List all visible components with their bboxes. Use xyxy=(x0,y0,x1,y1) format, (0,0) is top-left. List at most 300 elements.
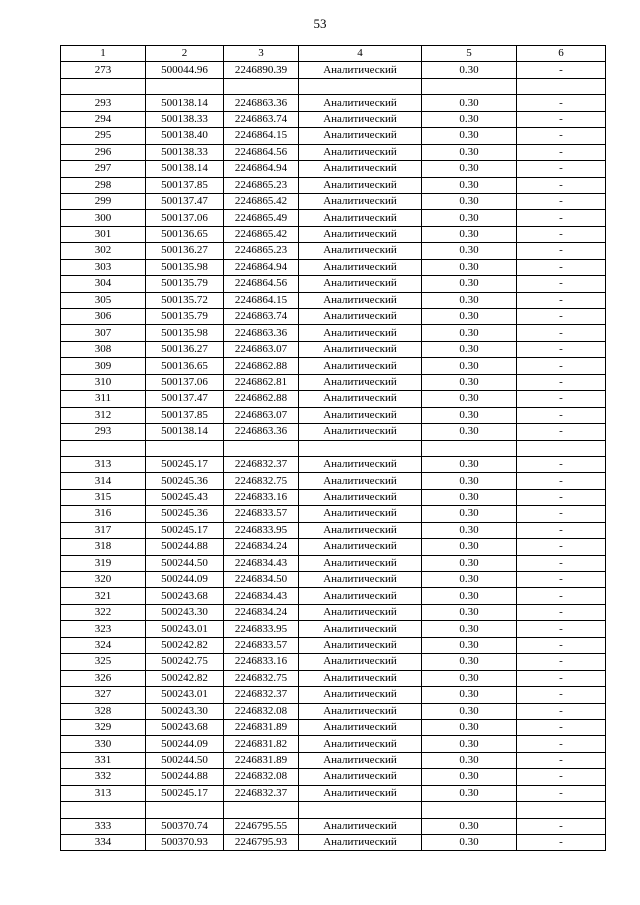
accuracy-cell: 0.30 xyxy=(422,654,517,670)
table-row xyxy=(61,572,606,588)
note-cell: - xyxy=(517,687,606,703)
accuracy-cell: 0.30 xyxy=(422,506,517,522)
note-cell: - xyxy=(517,358,606,374)
table-row xyxy=(61,621,606,637)
accuracy-cell: 0.30 xyxy=(422,522,517,538)
accuracy-cell: 0.30 xyxy=(422,309,517,325)
x-coordinate-cell: 500137.85 xyxy=(146,177,224,193)
y-coordinate-cell: 2246863.36 xyxy=(224,95,299,111)
y-coordinate-cell: 2246832.08 xyxy=(224,769,299,785)
x-coordinate-cell: 500137.06 xyxy=(146,210,224,226)
accuracy-cell: 0.30 xyxy=(422,144,517,160)
accuracy-cell: 0.30 xyxy=(422,128,517,144)
accuracy-cell: 0.30 xyxy=(422,555,517,571)
method-cell xyxy=(299,440,422,456)
note-cell: - xyxy=(517,276,606,292)
page-number: 53 xyxy=(313,16,327,31)
method-cell: Аналитический xyxy=(299,456,422,472)
accuracy-cell: 0.30 xyxy=(422,637,517,653)
note-cell: - xyxy=(517,374,606,390)
note-cell: - xyxy=(517,473,606,489)
table-separator-row xyxy=(61,802,606,818)
point-number-cell: 296 xyxy=(61,144,146,160)
point-number-cell: 273 xyxy=(61,62,146,78)
y-coordinate-cell: 2246832.37 xyxy=(224,687,299,703)
table-row xyxy=(61,506,606,522)
point-number-cell xyxy=(61,802,146,818)
note-cell: - xyxy=(517,654,606,670)
x-coordinate-cell: 500243.68 xyxy=(146,719,224,735)
note-cell: - xyxy=(517,604,606,620)
accuracy-cell xyxy=(422,78,517,94)
x-coordinate-cell: 500137.06 xyxy=(146,374,224,390)
table-row xyxy=(61,95,606,111)
method-cell: Аналитический xyxy=(299,259,422,275)
note-cell: - xyxy=(517,161,606,177)
method-cell: Аналитический xyxy=(299,128,422,144)
note-cell: - xyxy=(517,424,606,440)
note-cell: - xyxy=(517,193,606,209)
column-header: 2 xyxy=(146,46,224,62)
x-coordinate-cell xyxy=(146,440,224,456)
table-row xyxy=(61,309,606,325)
accuracy-cell: 0.30 xyxy=(422,193,517,209)
table-row xyxy=(61,785,606,801)
y-coordinate-cell: 2246833.57 xyxy=(224,506,299,522)
method-cell: Аналитический xyxy=(299,358,422,374)
x-coordinate-cell: 500135.79 xyxy=(146,276,224,292)
point-number-cell: 334 xyxy=(61,835,146,851)
x-coordinate-cell: 500135.79 xyxy=(146,309,224,325)
table-row xyxy=(61,769,606,785)
accuracy-cell: 0.30 xyxy=(422,670,517,686)
x-coordinate-cell xyxy=(146,78,224,94)
table-row xyxy=(61,522,606,538)
accuracy-cell: 0.30 xyxy=(422,539,517,555)
accuracy-cell: 0.30 xyxy=(422,687,517,703)
x-coordinate-cell: 500136.65 xyxy=(146,358,224,374)
note-cell: - xyxy=(517,309,606,325)
table-row xyxy=(61,325,606,341)
accuracy-cell: 0.30 xyxy=(422,424,517,440)
x-coordinate-cell: 500138.40 xyxy=(146,128,224,144)
x-coordinate-cell: 500044.96 xyxy=(146,62,224,78)
method-cell: Аналитический xyxy=(299,621,422,637)
accuracy-cell: 0.30 xyxy=(422,95,517,111)
point-number-cell: 305 xyxy=(61,292,146,308)
y-coordinate-cell: 2246834.24 xyxy=(224,604,299,620)
note-cell: - xyxy=(517,703,606,719)
note-cell: - xyxy=(517,572,606,588)
method-cell: Аналитический xyxy=(299,522,422,538)
x-coordinate-cell: 500242.82 xyxy=(146,637,224,653)
x-coordinate-cell: 500136.27 xyxy=(146,341,224,357)
y-coordinate-cell: 2246863.36 xyxy=(224,325,299,341)
accuracy-cell: 0.30 xyxy=(422,785,517,801)
accuracy-cell: 0.30 xyxy=(422,818,517,834)
y-coordinate-cell: 2246864.94 xyxy=(224,161,299,177)
x-coordinate-cell: 500135.98 xyxy=(146,325,224,341)
column-header: 1 xyxy=(61,46,146,62)
point-number-cell: 312 xyxy=(61,407,146,423)
method-cell: Аналитический xyxy=(299,703,422,719)
table-row xyxy=(61,489,606,505)
point-number-cell: 330 xyxy=(61,736,146,752)
table-separator-row xyxy=(61,440,606,456)
table-row xyxy=(61,703,606,719)
note-cell: - xyxy=(517,736,606,752)
method-cell: Аналитический xyxy=(299,785,422,801)
note-cell: - xyxy=(517,226,606,242)
note-cell: - xyxy=(517,62,606,78)
column-header: 6 xyxy=(517,46,606,62)
method-cell: Аналитический xyxy=(299,276,422,292)
y-coordinate-cell: 2246865.49 xyxy=(224,210,299,226)
x-coordinate-cell: 500136.65 xyxy=(146,226,224,242)
method-cell: Аналитический xyxy=(299,506,422,522)
point-number-cell: 311 xyxy=(61,391,146,407)
note-cell: - xyxy=(517,341,606,357)
method-cell: Аналитический xyxy=(299,62,422,78)
note-cell: - xyxy=(517,177,606,193)
table-row xyxy=(61,555,606,571)
x-coordinate-cell: 500244.88 xyxy=(146,769,224,785)
point-number-cell: 333 xyxy=(61,818,146,834)
x-coordinate-cell: 500135.72 xyxy=(146,292,224,308)
point-number-cell: 321 xyxy=(61,588,146,604)
accuracy-cell: 0.30 xyxy=(422,341,517,357)
point-number-cell: 298 xyxy=(61,177,146,193)
method-cell: Аналитический xyxy=(299,177,422,193)
x-coordinate-cell: 500243.01 xyxy=(146,621,224,637)
accuracy-cell: 0.30 xyxy=(422,243,517,259)
point-number-cell: 313 xyxy=(61,456,146,472)
point-number-cell: 294 xyxy=(61,111,146,127)
accuracy-cell: 0.30 xyxy=(422,572,517,588)
y-coordinate-cell xyxy=(224,802,299,818)
table-row xyxy=(61,473,606,489)
point-number-cell: 295 xyxy=(61,128,146,144)
table-row xyxy=(61,818,606,834)
note-cell: - xyxy=(517,407,606,423)
table-row xyxy=(61,276,606,292)
method-cell: Аналитический xyxy=(299,391,422,407)
x-coordinate-cell: 500245.36 xyxy=(146,506,224,522)
x-coordinate-cell: 500244.50 xyxy=(146,555,224,571)
point-number-cell: 302 xyxy=(61,243,146,259)
point-number-cell: 293 xyxy=(61,95,146,111)
accuracy-cell: 0.30 xyxy=(422,358,517,374)
accuracy-cell: 0.30 xyxy=(422,719,517,735)
y-coordinate-cell: 2246865.42 xyxy=(224,193,299,209)
note-cell: - xyxy=(517,621,606,637)
method-cell: Аналитический xyxy=(299,818,422,834)
note-cell: - xyxy=(517,785,606,801)
method-cell xyxy=(299,78,422,94)
method-cell: Аналитический xyxy=(299,604,422,620)
table-row xyxy=(61,193,606,209)
point-number-cell: 307 xyxy=(61,325,146,341)
point-number-cell: 324 xyxy=(61,637,146,653)
point-number-cell: 310 xyxy=(61,374,146,390)
method-cell: Аналитический xyxy=(299,193,422,209)
accuracy-cell: 0.30 xyxy=(422,374,517,390)
table-row xyxy=(61,736,606,752)
method-cell xyxy=(299,802,422,818)
y-coordinate-cell: 2246832.37 xyxy=(224,785,299,801)
method-cell: Аналитический xyxy=(299,243,422,259)
note-cell: - xyxy=(517,670,606,686)
x-coordinate-cell: 500370.74 xyxy=(146,818,224,834)
y-coordinate-cell xyxy=(224,78,299,94)
accuracy-cell: 0.30 xyxy=(422,752,517,768)
y-coordinate-cell: 2246832.75 xyxy=(224,670,299,686)
y-coordinate-cell: 2246832.75 xyxy=(224,473,299,489)
y-coordinate-cell: 2246832.08 xyxy=(224,703,299,719)
method-cell: Аналитический xyxy=(299,555,422,571)
y-coordinate-cell: 2246862.81 xyxy=(224,374,299,390)
y-coordinate-cell: 2246865.23 xyxy=(224,177,299,193)
point-number-cell: 306 xyxy=(61,309,146,325)
table-row xyxy=(61,670,606,686)
table-row xyxy=(61,358,606,374)
note-cell: - xyxy=(517,259,606,275)
accuracy-cell: 0.30 xyxy=(422,210,517,226)
point-number-cell: 293 xyxy=(61,424,146,440)
y-coordinate-cell: 2246865.42 xyxy=(224,226,299,242)
note-cell: - xyxy=(517,752,606,768)
table-row xyxy=(61,374,606,390)
table-row xyxy=(61,424,606,440)
y-coordinate-cell: 2246832.37 xyxy=(224,456,299,472)
x-coordinate-cell: 500138.14 xyxy=(146,161,224,177)
x-coordinate-cell: 500242.75 xyxy=(146,654,224,670)
method-cell: Аналитический xyxy=(299,144,422,160)
accuracy-cell: 0.30 xyxy=(422,736,517,752)
table-row xyxy=(61,341,606,357)
note-cell: - xyxy=(517,506,606,522)
table-row xyxy=(61,226,606,242)
note-cell: - xyxy=(517,539,606,555)
x-coordinate-cell: 500245.36 xyxy=(146,473,224,489)
note-cell: - xyxy=(517,818,606,834)
point-number-cell xyxy=(61,78,146,94)
note-cell: - xyxy=(517,391,606,407)
point-number-cell xyxy=(61,440,146,456)
table-row xyxy=(61,161,606,177)
y-coordinate-cell: 2246864.94 xyxy=(224,259,299,275)
accuracy-cell: 0.30 xyxy=(422,769,517,785)
method-cell: Аналитический xyxy=(299,654,422,670)
method-cell: Аналитический xyxy=(299,835,422,851)
note-cell: - xyxy=(517,128,606,144)
accuracy-cell: 0.30 xyxy=(422,177,517,193)
accuracy-cell: 0.30 xyxy=(422,473,517,489)
method-cell: Аналитический xyxy=(299,687,422,703)
note-cell xyxy=(517,440,606,456)
y-coordinate-cell: 2246795.93 xyxy=(224,835,299,851)
y-coordinate-cell: 2246831.89 xyxy=(224,719,299,735)
method-cell: Аналитический xyxy=(299,736,422,752)
column-header: 4 xyxy=(299,46,422,62)
table-row xyxy=(61,128,606,144)
point-number-cell: 327 xyxy=(61,687,146,703)
x-coordinate-cell: 500243.30 xyxy=(146,604,224,620)
table-separator-row xyxy=(61,78,606,94)
accuracy-cell: 0.30 xyxy=(422,292,517,308)
x-coordinate-cell: 500370.93 xyxy=(146,835,224,851)
x-coordinate-cell: 500244.50 xyxy=(146,752,224,768)
accuracy-cell: 0.30 xyxy=(422,588,517,604)
table-row xyxy=(61,144,606,160)
point-number-cell: 318 xyxy=(61,539,146,555)
method-cell: Аналитический xyxy=(299,473,422,489)
table-row xyxy=(61,539,606,555)
note-cell: - xyxy=(517,456,606,472)
y-coordinate-cell: 2246862.88 xyxy=(224,391,299,407)
accuracy-cell: 0.30 xyxy=(422,161,517,177)
x-coordinate-cell: 500242.82 xyxy=(146,670,224,686)
point-number-cell: 313 xyxy=(61,785,146,801)
accuracy-cell xyxy=(422,440,517,456)
point-number-cell: 314 xyxy=(61,473,146,489)
table-row xyxy=(61,654,606,670)
y-coordinate-cell: 2246863.07 xyxy=(224,407,299,423)
y-coordinate-cell: 2246864.15 xyxy=(224,292,299,308)
note-cell: - xyxy=(517,835,606,851)
x-coordinate-cell: 500245.17 xyxy=(146,785,224,801)
point-number-cell: 323 xyxy=(61,621,146,637)
point-number-cell: 304 xyxy=(61,276,146,292)
point-number-cell: 297 xyxy=(61,161,146,177)
y-coordinate-cell: 2246862.88 xyxy=(224,358,299,374)
table-row xyxy=(61,456,606,472)
method-cell: Аналитический xyxy=(299,572,422,588)
note-cell: - xyxy=(517,769,606,785)
y-coordinate-cell: 2246834.50 xyxy=(224,572,299,588)
method-cell: Аналитический xyxy=(299,374,422,390)
method-cell: Аналитический xyxy=(299,539,422,555)
point-number-cell: 328 xyxy=(61,703,146,719)
note-cell: - xyxy=(517,719,606,735)
point-number-cell: 331 xyxy=(61,752,146,768)
note-cell xyxy=(517,802,606,818)
point-number-cell: 329 xyxy=(61,719,146,735)
note-cell: - xyxy=(517,292,606,308)
y-coordinate-cell: 2246865.23 xyxy=(224,243,299,259)
x-coordinate-cell: 500137.85 xyxy=(146,407,224,423)
y-coordinate-cell: 2246864.56 xyxy=(224,144,299,160)
table-row xyxy=(61,391,606,407)
y-coordinate-cell: 2246864.56 xyxy=(224,276,299,292)
accuracy-cell: 0.30 xyxy=(422,835,517,851)
note-cell xyxy=(517,78,606,94)
column-header: 5 xyxy=(422,46,517,62)
note-cell: - xyxy=(517,325,606,341)
x-coordinate-cell: 500245.17 xyxy=(146,522,224,538)
accuracy-cell: 0.30 xyxy=(422,276,517,292)
point-number-cell: 325 xyxy=(61,654,146,670)
y-coordinate-cell: 2246863.74 xyxy=(224,111,299,127)
method-cell: Аналитический xyxy=(299,210,422,226)
x-coordinate-cell: 500137.47 xyxy=(146,391,224,407)
y-coordinate-cell: 2246833.95 xyxy=(224,522,299,538)
accuracy-cell: 0.30 xyxy=(422,621,517,637)
x-coordinate-cell: 500244.09 xyxy=(146,572,224,588)
table-row xyxy=(61,687,606,703)
table-row xyxy=(61,604,606,620)
note-cell: - xyxy=(517,144,606,160)
point-number-cell: 303 xyxy=(61,259,146,275)
note-cell: - xyxy=(517,489,606,505)
x-coordinate-cell: 500138.14 xyxy=(146,424,224,440)
accuracy-cell: 0.30 xyxy=(422,325,517,341)
x-coordinate-cell: 500137.47 xyxy=(146,193,224,209)
y-coordinate-cell: 2246831.82 xyxy=(224,736,299,752)
x-coordinate-cell: 500138.33 xyxy=(146,144,224,160)
y-coordinate-cell: 2246890.39 xyxy=(224,62,299,78)
note-cell: - xyxy=(517,95,606,111)
method-cell: Аналитический xyxy=(299,226,422,242)
x-coordinate-cell: 500135.98 xyxy=(146,259,224,275)
x-coordinate-cell: 500244.88 xyxy=(146,539,224,555)
table-row xyxy=(61,719,606,735)
method-cell: Аналитический xyxy=(299,95,422,111)
table-row xyxy=(61,210,606,226)
accuracy-cell xyxy=(422,802,517,818)
method-cell: Аналитический xyxy=(299,161,422,177)
y-coordinate-cell: 2246831.89 xyxy=(224,752,299,768)
note-cell: - xyxy=(517,555,606,571)
y-coordinate-cell: 2246833.16 xyxy=(224,654,299,670)
x-coordinate-cell: 500245.43 xyxy=(146,489,224,505)
method-cell: Аналитический xyxy=(299,769,422,785)
coordinates-table xyxy=(60,45,606,851)
x-coordinate-cell: 500244.09 xyxy=(146,736,224,752)
accuracy-cell: 0.30 xyxy=(422,604,517,620)
table-row xyxy=(61,243,606,259)
x-coordinate-cell: 500136.27 xyxy=(146,243,224,259)
method-cell: Аналитический xyxy=(299,292,422,308)
note-cell: - xyxy=(517,522,606,538)
method-cell: Аналитический xyxy=(299,719,422,735)
x-coordinate-cell: 500138.33 xyxy=(146,111,224,127)
note-cell: - xyxy=(517,243,606,259)
y-coordinate-cell: 2246834.43 xyxy=(224,555,299,571)
point-number-cell: 332 xyxy=(61,769,146,785)
point-number-cell: 309 xyxy=(61,358,146,374)
table-row xyxy=(61,111,606,127)
method-cell: Аналитический xyxy=(299,588,422,604)
y-coordinate-cell: 2246864.15 xyxy=(224,128,299,144)
note-cell: - xyxy=(517,588,606,604)
method-cell: Аналитический xyxy=(299,670,422,686)
table-header-row xyxy=(61,46,606,62)
accuracy-cell: 0.30 xyxy=(422,489,517,505)
method-cell: Аналитический xyxy=(299,424,422,440)
accuracy-cell: 0.30 xyxy=(422,226,517,242)
table-row xyxy=(61,177,606,193)
table-row xyxy=(61,588,606,604)
method-cell: Аналитический xyxy=(299,752,422,768)
table-row xyxy=(61,259,606,275)
x-coordinate-cell xyxy=(146,802,224,818)
point-number-cell: 322 xyxy=(61,604,146,620)
y-coordinate-cell: 2246834.24 xyxy=(224,539,299,555)
point-number-cell: 299 xyxy=(61,193,146,209)
method-cell: Аналитический xyxy=(299,407,422,423)
accuracy-cell: 0.30 xyxy=(422,407,517,423)
